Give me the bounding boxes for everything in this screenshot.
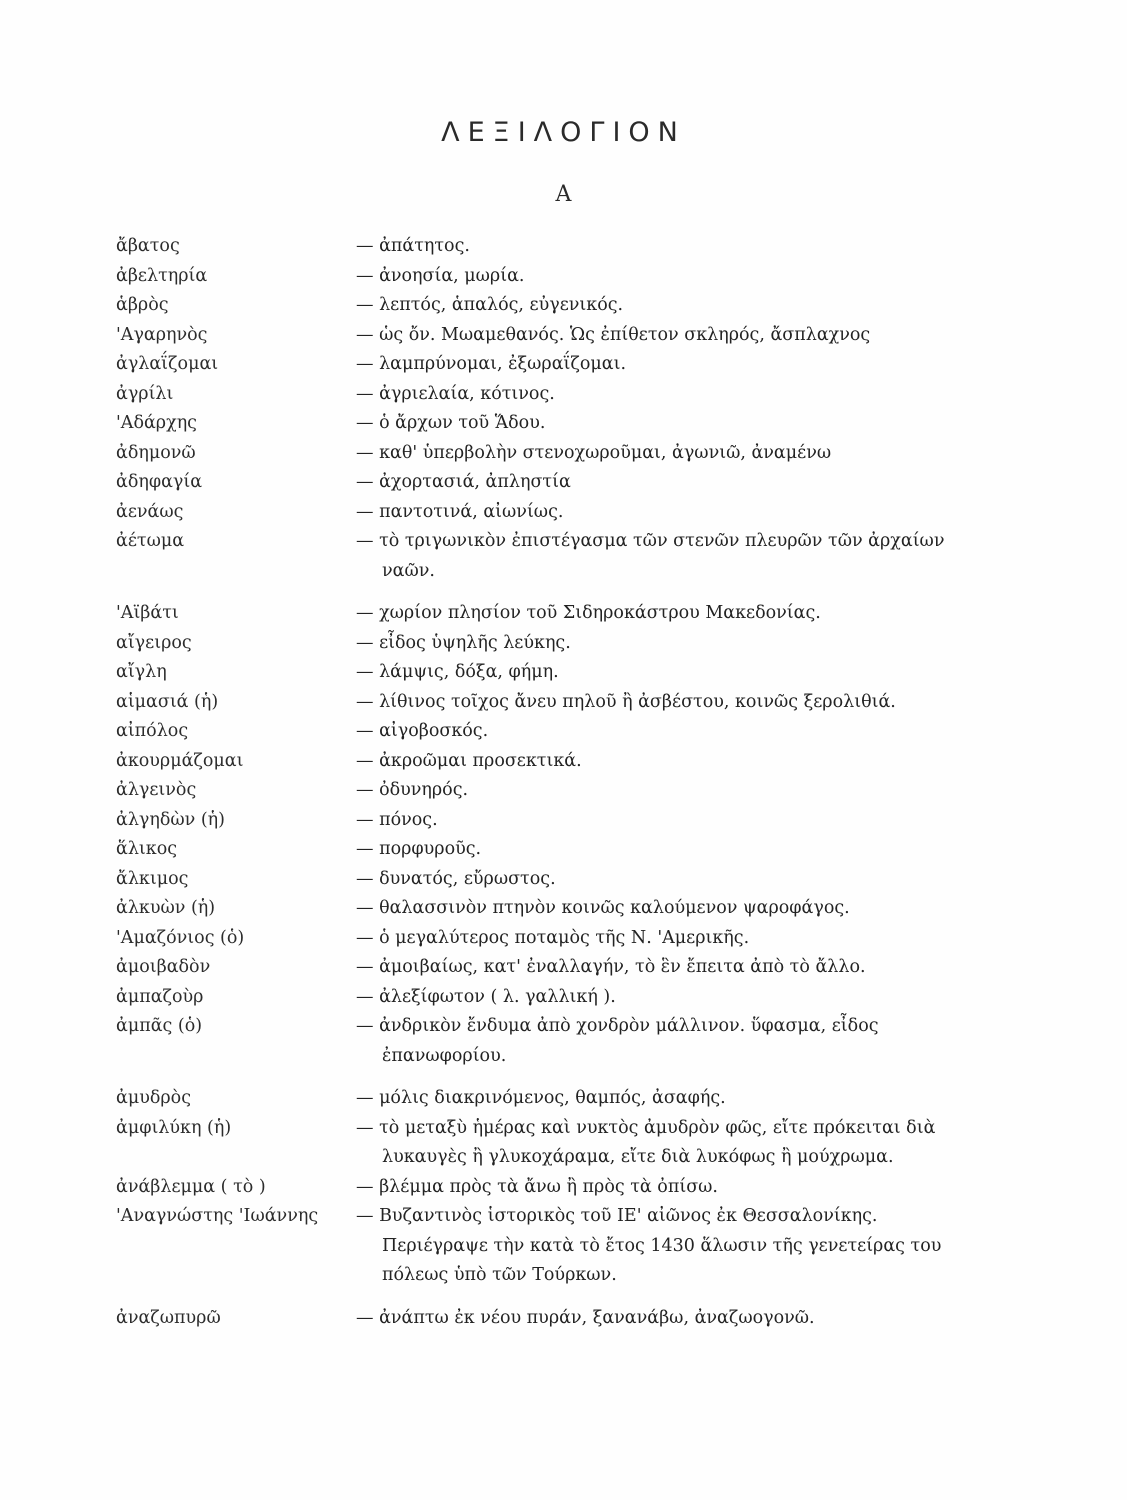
glossary-entry [116, 747, 966, 777]
glossary-entry [116, 953, 966, 983]
entry-term: ἀλκυὼν (ἡ) [116, 898, 216, 918]
page-title: ΛΕΞΙΛΟΓΙΟΝ [441, 117, 686, 148]
entry-term: ἀλγεινὸς [116, 780, 197, 800]
glossary-entry [116, 717, 966, 747]
glossary-entry [116, 527, 966, 586]
entry-term: 'Αγαρηνὸς [116, 324, 208, 345]
glossary-entry [116, 865, 966, 895]
entry-definition: — ἀχορτασιά, ἀπληστία [356, 472, 571, 492]
entry-definition: — εἶδος ὑψηλῆς λεύκης. [356, 632, 571, 653]
glossary-entry [116, 1084, 966, 1114]
entry-definition: — πορφυροῦς. [356, 839, 482, 859]
entry-definition: — χωρίον πλησίον τοῦ Σιδηροκάστρου Μακεδονίας. [356, 603, 821, 623]
entry-term: αἰπόλος [116, 721, 189, 741]
glossary-entry [116, 1012, 966, 1071]
entry-term: ἀναζωπυρῶ [116, 1307, 221, 1328]
entry-term: ἀμφιλύκη (ἡ) [116, 1117, 232, 1138]
entry-term: ἀμοιβαδὸν [116, 957, 211, 977]
entry-definition: — Βυζαντινὸς ἱστορικὸς τοῦ ΙΕ' αἰῶνος ἐκ Θεσσαλονίκης. Περιέγραψε τὴν κατὰ τὸ ἔτος 1430 ἅλωσιν τῆς γενετείρας του πόλεως ὑπὸ τῶν Τούρκων. [356, 1206, 942, 1285]
entry-definition: — ἀκροῶμαι προσεκτικά. [356, 750, 582, 771]
entry-term: ἁβρὸς [116, 295, 169, 315]
entry-definition: — ἀπάτητος. [356, 236, 470, 256]
glossary-entry [116, 688, 966, 718]
entry-term: ἀκουρμάζομαι [116, 750, 244, 771]
glossary-entry [116, 1173, 966, 1203]
entry-definition: — ὁ ἄρχων τοῦ Ἅδου. [356, 413, 546, 433]
glossary-entry [116, 409, 966, 439]
entry-definition: — καθ' ὑπερβολὴν στενοχωροῦμαι, ἀγωνιῶ, ἀναμένω [356, 442, 832, 463]
glossary-entry [116, 894, 966, 924]
glossary-entry [116, 1202, 966, 1291]
entry-definition: — λαμπρύνομαι, ἐξωραΐζομαι. [356, 354, 627, 374]
entry-term: ἀγρίλι [116, 383, 174, 404]
entry-term: ἀμπαζοὺρ [116, 986, 204, 1007]
glossary-entry [116, 806, 966, 836]
glossary-entry [116, 599, 966, 629]
entry-term: 'Αδάρχης [116, 413, 197, 433]
entry-definition: — λίθινος τοῖχος ἄνευ πηλοῦ ἢ ἀσβέστου, κοινῶς ξερολιθιά. [356, 691, 896, 712]
glossary-entry [116, 1304, 966, 1334]
glossary-entry [116, 321, 966, 351]
glossary-entry [116, 629, 966, 659]
entry-term: ἅλικος [116, 839, 178, 859]
entry-definition: — ἀνάπτω ἐκ νέου πυράν, ξανανάβω, ἀναζωογονῶ. [356, 1307, 815, 1328]
entry-term: ἀενάως [116, 501, 184, 522]
entry-term: αἴγλη [116, 662, 167, 682]
entry-definition: — ἀλεξίφωτον ( λ. γαλλική ). [356, 986, 616, 1007]
entry-definition: — τὸ μεταξὺ ἡμέρας καὶ νυκτὸς ἀμυδρὸν φῶς, εἴτε πρόκειται διὰ λυκαυγὲς ἢ γλυκοχάραμα, εἴτε διὰ λυκόφως ἢ μούχρωμα. [356, 1117, 936, 1167]
glossary-entry [116, 291, 966, 321]
entry-definition: — ἀμοιβαίως, κατ' ἐναλλαγήν, τὸ ἓν ἔπειτα ἀπὸ τὸ ἄλλο. [356, 957, 866, 977]
entry-term: αἱμασιά (ἡ) [116, 691, 219, 712]
entry-term: 'Αϊβάτι [116, 603, 179, 623]
entry-term: ἀλγηδὼν (ἡ) [116, 809, 225, 830]
glossary-entry [116, 380, 966, 410]
entry-term: ἀγλαΐζομαι [116, 354, 219, 374]
entry-definition: — ὡς ὄν. Μωαμεθανός. Ὡς ἐπίθετον σκληρός, ἄσπλαχνος [356, 324, 871, 345]
entry-term: αἴγειρος [116, 632, 192, 653]
entry-term: ἄβατος [116, 236, 180, 256]
entry-definition: — ἀγριελαία, κότινος. [356, 383, 555, 404]
glossary-entry [116, 835, 966, 865]
entry-term: ἀβελτηρία [116, 265, 208, 286]
entry-term: ἄλκιμος [116, 868, 189, 889]
entry-definition: — ὁ μεγαλύτερος ποταμὸς τῆς Ν. 'Αμερικῆς. [356, 927, 750, 948]
entry-definition: — δυνατός, εὔρωστος. [356, 868, 556, 889]
entry-definition: — ὀδυνηρός. [356, 780, 469, 800]
entry-term: ἀνάβλεμμα ( τὸ ) [116, 1176, 266, 1197]
glossary-entry [116, 776, 966, 806]
entry-definition: — πόνος. [356, 809, 438, 830]
glossary-entry [116, 262, 966, 292]
entry-definition: — αἰγοβοσκός. [356, 721, 489, 741]
entry-term: 'Αναγνώστης 'Ιωάννης [116, 1206, 319, 1226]
glossary-entry [116, 468, 966, 498]
glossary-entry [116, 924, 966, 954]
entry-definition: — ἀνοησία, μωρία. [356, 265, 525, 286]
glossary-list [116, 232, 966, 1333]
glossary-entry [116, 350, 966, 380]
entry-definition: — τὸ τριγωνικὸν ἐπιστέγασμα τῶν στενῶν πλευρῶν τῶν ἀρχαίων ναῶν. [356, 531, 945, 581]
glossary-entry [116, 498, 966, 528]
entry-definition: — λεπτός, ἁπαλός, εὐγενικός. [356, 295, 624, 315]
section-letter: Α [555, 182, 572, 207]
entry-term: ἀμπᾶς (ὁ) [116, 1016, 203, 1036]
entry-term: ἀέτωμα [116, 531, 185, 551]
entry-definition: — ἀνδρικὸν ἔνδυμα ἀπὸ χονδρὸν μάλλινον. ὕφασμα, εἶδος ἐπανωφορίου. [356, 1016, 879, 1066]
glossary-entry [116, 232, 966, 262]
entry-definition: — μόλις διακρινόμενος, θαμπός, ἀσαφής. [356, 1088, 726, 1108]
glossary-entry [116, 1114, 966, 1173]
entry-definition: — θαλασσινὸν πτηνὸν κοινῶς καλούμενον ψαροφάγος. [356, 898, 850, 918]
entry-term: ἀδηφαγία [116, 472, 203, 492]
entry-term: ἀμυδρὸς [116, 1088, 191, 1108]
glossary-entry [116, 439, 966, 469]
entry-term: ἀδημονῶ [116, 442, 196, 463]
entry-term: 'Αμαζόνιος (ὁ) [116, 927, 245, 948]
entry-definition: — βλέμμα πρὸς τὰ ἄνω ἢ πρὸς τὰ ὀπίσω. [356, 1176, 718, 1197]
glossary-entry [116, 658, 966, 688]
entry-definition: — παντοτινά, αἰωνίως. [356, 501, 564, 522]
entry-definition: — λάμψις, δόξα, φήμη. [356, 662, 559, 682]
glossary-entry [116, 983, 966, 1013]
